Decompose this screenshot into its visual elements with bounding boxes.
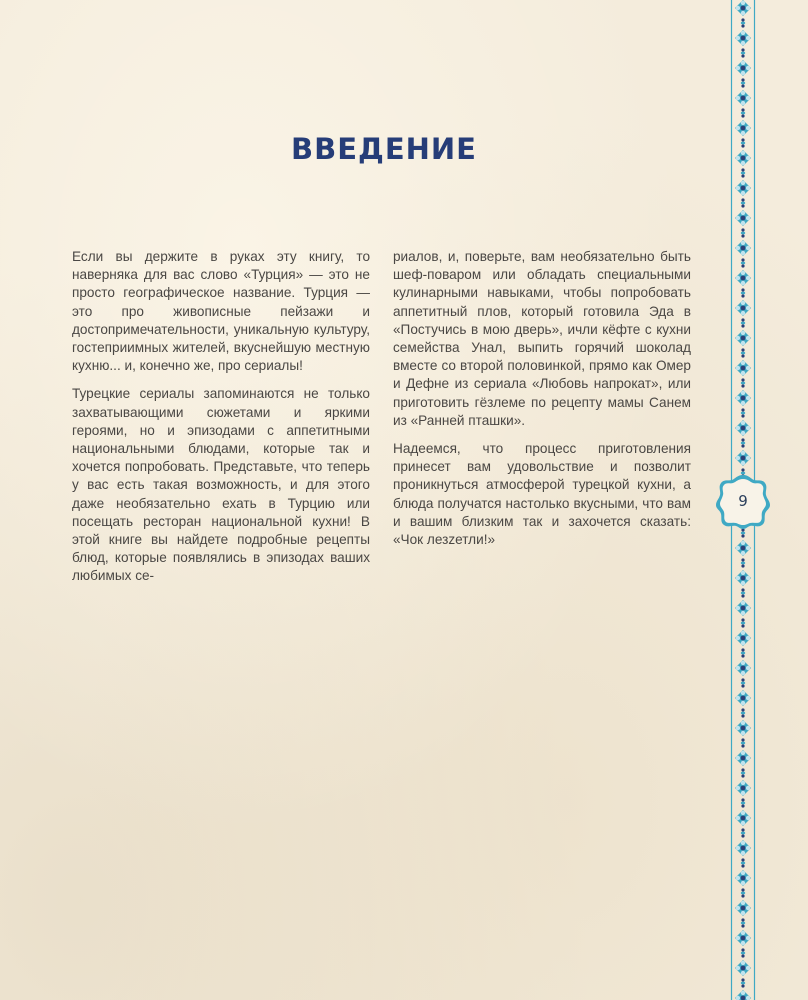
text-column-left (72, 248, 370, 596)
page-title: ВВЕДЕНИЕ (290, 132, 477, 166)
paragraph-intro: Если вы держите в руках эту книгу, то наверняка для вас слово «Турция» — это не просто географическое название. Турция — это про живописные пейзажи и достопримечательности, уникальную культуру, гостеприимных жителей, вкуснейшую местную кухню... и, конечно же, про сериалы! (72, 249, 370, 374)
text-column-right (393, 248, 691, 559)
page-number: 9 (738, 492, 748, 510)
paragraph-series-continued: риалов, и, поверьте, вам необязательно быть шеф-поваром или обладать специальными кулинарными навыками, чтобы попробовать аппетитный плов, который готовила Эда в «Постучись в мою дверь», ичли кёфте с кухни семейства Унал, выпить горячий шоколад вместе со второй половинкой, прямо как Омер и Дефне из сериала «Любовь напрокат», или приготовить гёзлеме по рецепту мамы Санем из «Ранней пташки». (393, 249, 691, 428)
paragraph-series: Турецкие сериалы запоминаются не только захватывающими сюжетами и яркими героями, но и эпизодами с аппетитными национальными блюдами, которые так и хочется попробовать. Представьте, что теперь у вас есть такая возможность, и для этого даже необязательно ехать в Турцию или посещать ресторан национальной кухни! В этой книге вы найдете подробные рецепты блюд, которые появлялись в эпизодах ваших любимых се- (72, 386, 370, 584)
paragraph-closing: Надеемся, что процесс приготовления принесет вам удовольствие и позволит проникнуться атмосферой турецкой кухни, а блюда получатся настолько вкусными, что вам и вашим близким так и захочется сказать: «Чок лезzетли!» (393, 441, 691, 548)
